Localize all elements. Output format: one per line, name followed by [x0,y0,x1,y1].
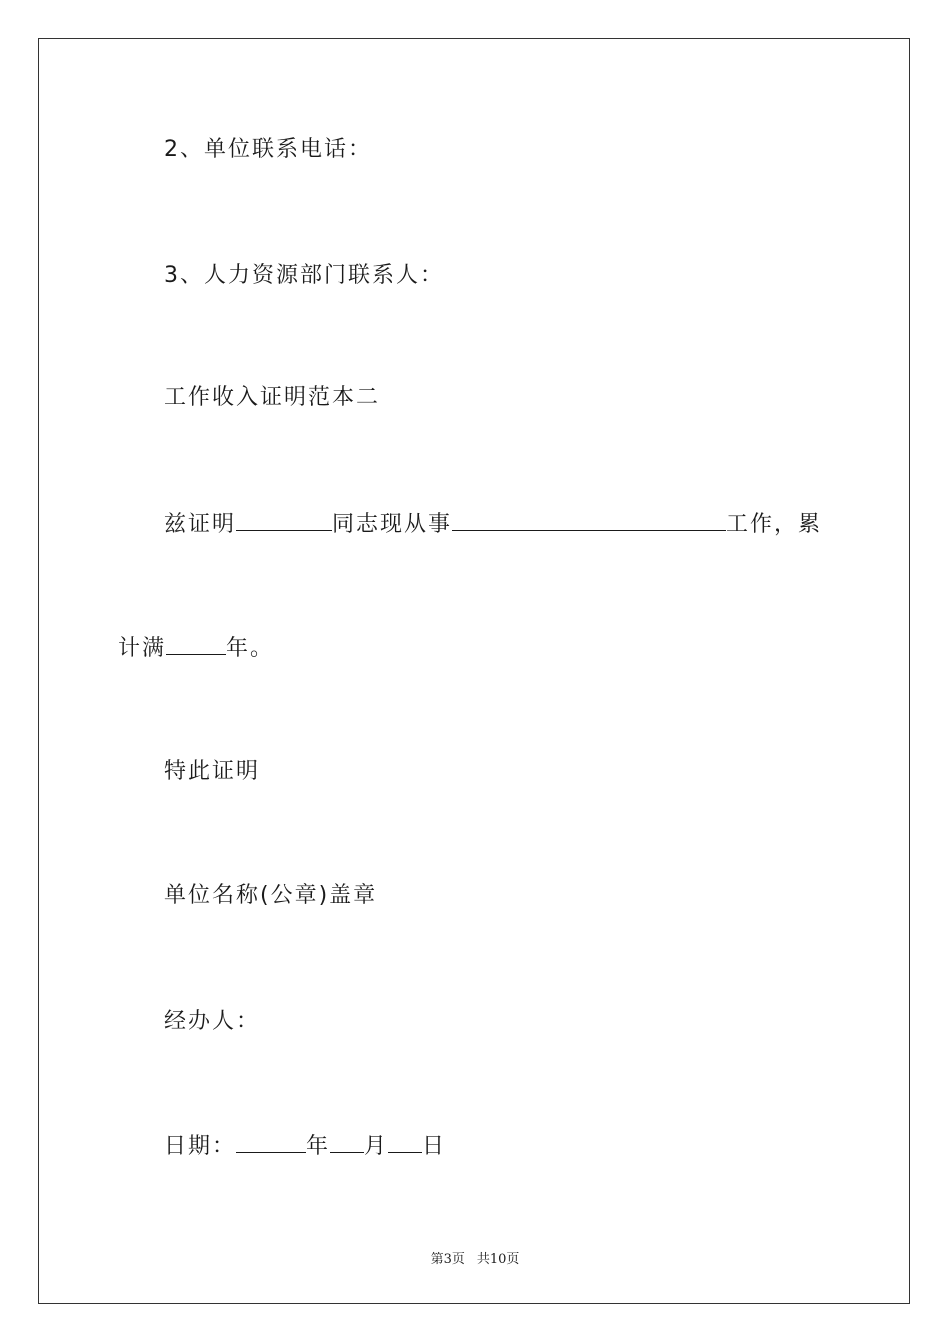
year-blank [236,1132,306,1153]
date-day: 日 [422,1134,447,1159]
job-blank [452,510,726,531]
page-border [38,38,910,1304]
date-line [164,1132,446,1161]
cumulative-suffix: 年。 [226,636,275,661]
page-footer [0,1248,950,1267]
handler-line: 经办人： [164,1009,261,1034]
unit-phone-line: 2、单位联系电话： [164,137,372,162]
name-blank [236,510,332,531]
certify-suffix: 工作，累 [726,512,823,537]
years-blank [166,634,226,655]
template-title: 工作收入证明范本二 [164,385,381,410]
page-current: 第3页 [430,1252,465,1267]
unit-name-seal: 单位名称(公章)盖章 [164,883,378,908]
certify-line [164,510,822,539]
hr-contact-line: 3、人力资源部门联系人： [164,263,444,288]
hereby-certify: 特此证明 [164,759,261,784]
date-label: 日期： [164,1134,237,1159]
page-total: 共10页 [476,1252,520,1267]
cumulative-prefix: 计满 [118,636,167,661]
certify-prefix: 兹证明 [164,512,237,537]
date-month: 月 [364,1134,389,1159]
cumulative-line [118,634,274,663]
certify-mid: 同志现从事 [332,512,453,537]
month-blank [330,1132,364,1153]
day-blank [388,1132,422,1153]
date-year: 年 [306,1134,331,1159]
